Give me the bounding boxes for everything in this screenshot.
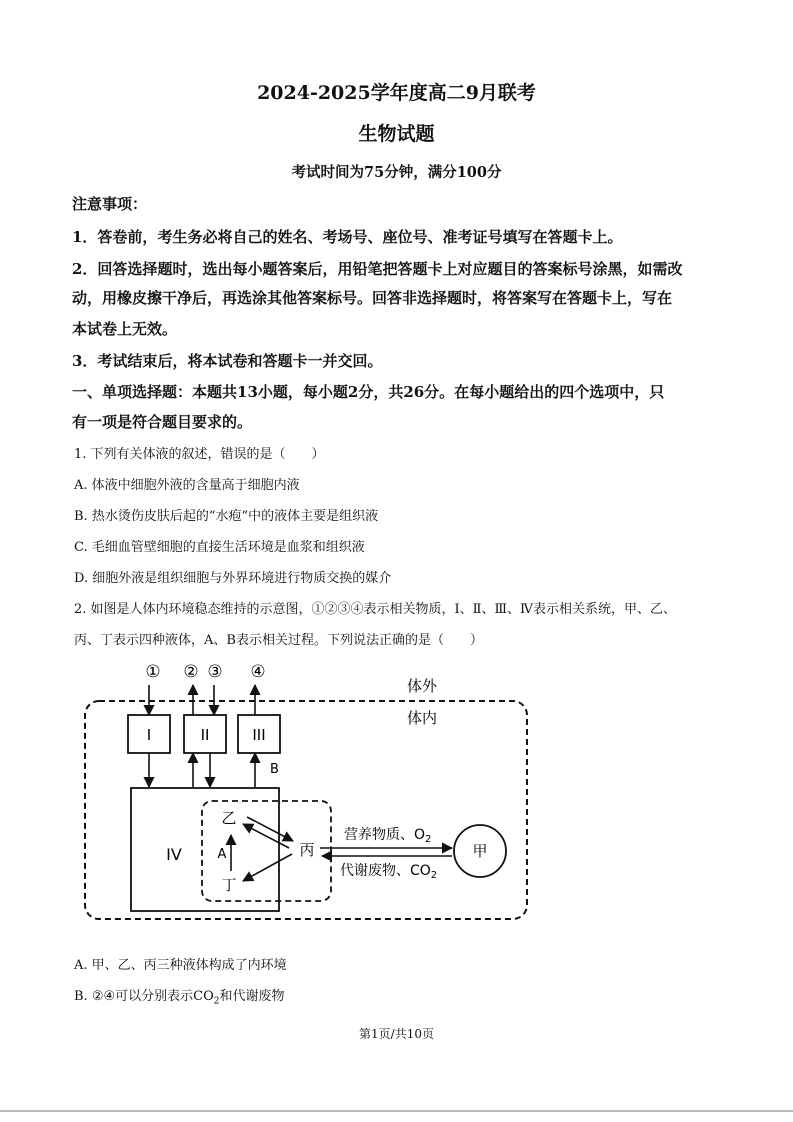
exam-title: 2024-2025学年度高二9月联考 [257, 82, 536, 104]
symbol-3: ③ [207, 662, 223, 682]
symbol-1: ① [145, 662, 161, 682]
note-item-2-line-1: 2．回答选择题时，选出每小题答案后，用铅笔把答题卡上对应题目的答案标号涂黑，如需改 [72, 260, 683, 278]
bottom-divider [0, 1110, 793, 1112]
note-item-1: 1．答卷前，考生务必将自己的姓名、考场号、座位号、准考证号填写在答题卡上。 [72, 228, 623, 246]
q2-stem-line-2: 丙、丁表示四种液体，A、B表示相关过程。下列说法正确的是（ ） [74, 633, 483, 648]
q1-option-d: D. 细胞外液是组织细胞与外界环境进行物质交换的媒介 [74, 571, 392, 586]
note-item-2-line-2: 动，用橡皮擦干净后，再选涂其他答案标号。回答非选择题时，将答案写在答题卡上，写在 [72, 289, 673, 307]
system-4-box [131, 788, 279, 911]
note-item-2-line-3: 本试卷上无效。 [72, 320, 178, 338]
cell-jia-label: 甲 [472, 842, 488, 860]
section-1-line-2: 有一项是符合题目要求的。 [72, 413, 253, 431]
q2-option-a: A. 甲、乙、丙三种液体构成了内环境 [74, 958, 287, 973]
homeostasis-diagram [0, 655, 793, 930]
fluid-yi: 乙 [221, 809, 237, 827]
label-a: A [217, 847, 227, 862]
label-b: B [270, 762, 279, 777]
page-number: 第1页/共10页 [359, 1027, 434, 1041]
q1-option-a: A. 体液中细胞外液的含量高于细胞内液 [74, 478, 300, 493]
q2-stem-line-1: 2. 如图是人体内环境稳态维持的示意图，①②③④表示相关物质，Ⅰ、Ⅱ、Ⅲ、Ⅳ表示相关系统，甲、乙、 [74, 602, 677, 617]
q1-option-c: C. 毛细血管壁细胞的直接生活环境是血浆和组织液 [74, 540, 365, 555]
label-nutrients: 营养物质、$O_2$ [344, 827, 432, 845]
q1-stem: 1. 下列有关体液的叙述，错误的是（ ） [74, 447, 325, 462]
label-inside: 体内 [406, 709, 438, 727]
symbol-2: ② [183, 662, 199, 682]
q1-option-b: B. 热水烫伤皮肤后起的“水疱”中的液体主要是组织液 [74, 509, 379, 524]
exam-info: 考试时间为75分钟，满分100分 [291, 164, 502, 181]
arrow-bing-to-ding [243, 854, 292, 881]
q2-option-b: B. ②④可以分别表示$CO_2$和代谢废物 [74, 989, 285, 1007]
subject-title: 生物试题 [358, 123, 435, 145]
section-1-line-1: 一、单项选择题：本题共13小题，每小题2分，共26分。在每小题给出的四个选项中，只 [72, 383, 665, 401]
note-item-3: 3．考试结束后，将本试卷和答题卡一并交回。 [72, 352, 383, 370]
notes-heading: 注意事项： [72, 195, 148, 213]
label-waste: 代谢废物、$CO_2$ [340, 863, 438, 881]
system-2-label: II [200, 726, 210, 744]
system-3-label: III [252, 726, 266, 744]
fluid-ding: 丁 [221, 876, 237, 894]
system-1-label: I [146, 726, 152, 744]
label-outside: 体外 [406, 677, 438, 695]
fluid-bing: 丙 [299, 841, 315, 859]
system-4-label: IV [166, 845, 182, 864]
symbol-4: ④ [250, 662, 266, 682]
